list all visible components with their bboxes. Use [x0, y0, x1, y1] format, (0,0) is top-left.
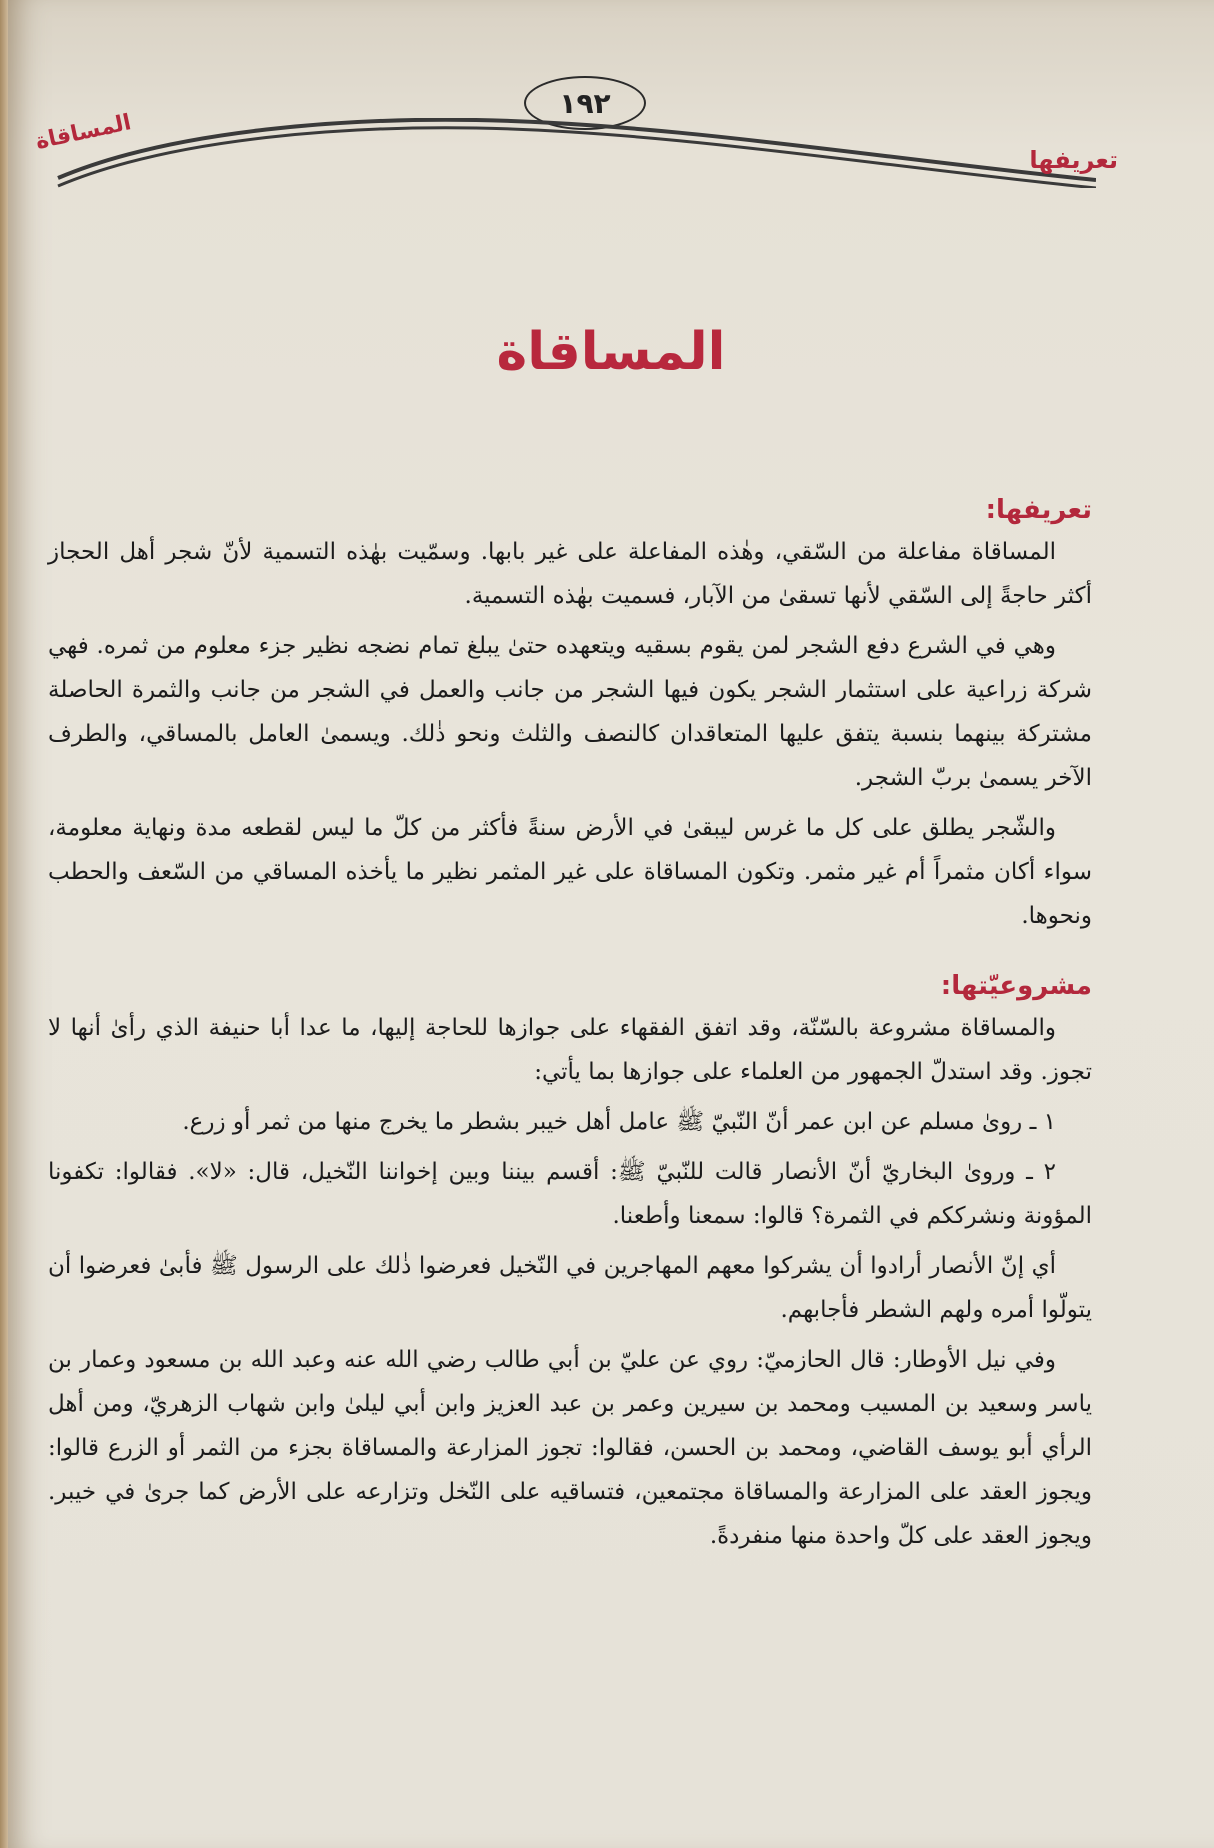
- page-number-text: ١٩٢: [559, 86, 611, 120]
- section-heading-definition: تعريفها:: [985, 495, 1092, 525]
- paragraph-evidence-2: ٢ ـ وروىٰ البخاريّ أنّ الأنصار قالت للنّبيّ ﷺ: أقسم بيننا وبين إخواننا النّخيل، قال: «لا». فقالوا: تكفونا المؤونة ونشرككم في الثمرة؟ قالوا: سمعنا وأطعنا.: [48, 1159, 1092, 1229]
- main-text: [48, 490, 1092, 1564]
- paragraph: وهي في الشرع دفع الشجر لمن يقوم بسقيه ويتعهده حتىٰ يبلغ تمام نضجه نظير جزء معلوم من ثمره. فهي شركة زراعية على استثمار الشجر يكون فيها الشجر من جانب والعمل في الشجر من جانب والثمرة الحاصلة مشتركة بينهما بنسبة يتفق عليها المتعاقدان كالنصف والثلث ونحو ذٰلك. ويسمىٰ العامل بالمساقي، والطرف الآخر يسمىٰ بربّ الشجر.: [48, 633, 1092, 791]
- book-page: [8, 0, 1214, 1848]
- paragraph: أي إنّ الأنصار أرادوا أن يشركوا معهم المهاجرين في النّخيل فعرضوا ذٰلك على الرسول ﷺ فأبىٰ فعرضوا أن يتولّوا أمره ولهم الشطر فأجابهم.: [48, 1253, 1092, 1323]
- paragraph-evidence-1: ١ ـ روىٰ مسلم عن ابن عمر أنّ النّبيّ ﷺ عامل أهل خيبر بشطر ما يخرج منها من ثمر أو زرع.: [182, 1109, 1056, 1135]
- header-curved-rule: [56, 118, 1096, 188]
- paragraph: والشّجر يطلق على كل ما غرس ليبقىٰ في الأرض سنةً فأكثر من كلّ ما ليس لقطعه مدة ونهاية معلومة، سواء أكان مثمراً أم غير مثمر. وتكون المساقاة على غير المثمر نظير ما يأخذه المساقي من السّعف والحطب ونحوها.: [48, 815, 1092, 929]
- paragraph: المساقاة مفاعلة من السّقي، وهٰذه المفاعلة على غير بابها. وسمّيت بهٰذه التسمية لأنّ شجر أهل الحجاز أكثر حاجةً إلى السّقي لأنها تسقىٰ من الآبار، فسميت بهٰذه التسمية.: [48, 539, 1092, 609]
- section-heading-legitimacy: مشروعيّتها:: [940, 971, 1092, 1001]
- running-title-section: تعريفها: [1029, 146, 1118, 174]
- paragraph: وفي نيل الأوطار: قال الحازميّ: روي عن عليّ بن أبي طالب رضي الله عنه وعبد الله بن مسعود وعمار بن ياسر وسعيد بن المسيب ومحمد بن سيرين وعمر بن عبد العزيز وابن أبي ليلىٰ وابن شهاب الزهريّ، ومن أهل الرأي أبو يوسف القاضي، ومحمد بن الحسن، فقالوا: تجوز المزارعة والمساقاة بجزء من الثمر أو الزرع قالوا: ويجوز العقد على المزارعة والمساقاة مجتمعين، فتساقيه على النّخل وتزارعه على الأرض كما جرىٰ في خيبر. ويجوز العقد على كلّ واحدة منها منفردةً.: [48, 1347, 1092, 1549]
- paragraph: والمساقاة مشروعة بالسّنّة، وقد اتفق الفقهاء على جوازها للحاجة إليها، ما عدا أبا حنيفة الذي رأىٰ أنها لا تجوز. وقد استدلّ الجمهور من العلماء على جوازها بما يأتي:: [48, 1015, 1092, 1085]
- chapter-title: المساقاة: [496, 322, 726, 382]
- running-title-chapter: المساقاة: [33, 110, 134, 155]
